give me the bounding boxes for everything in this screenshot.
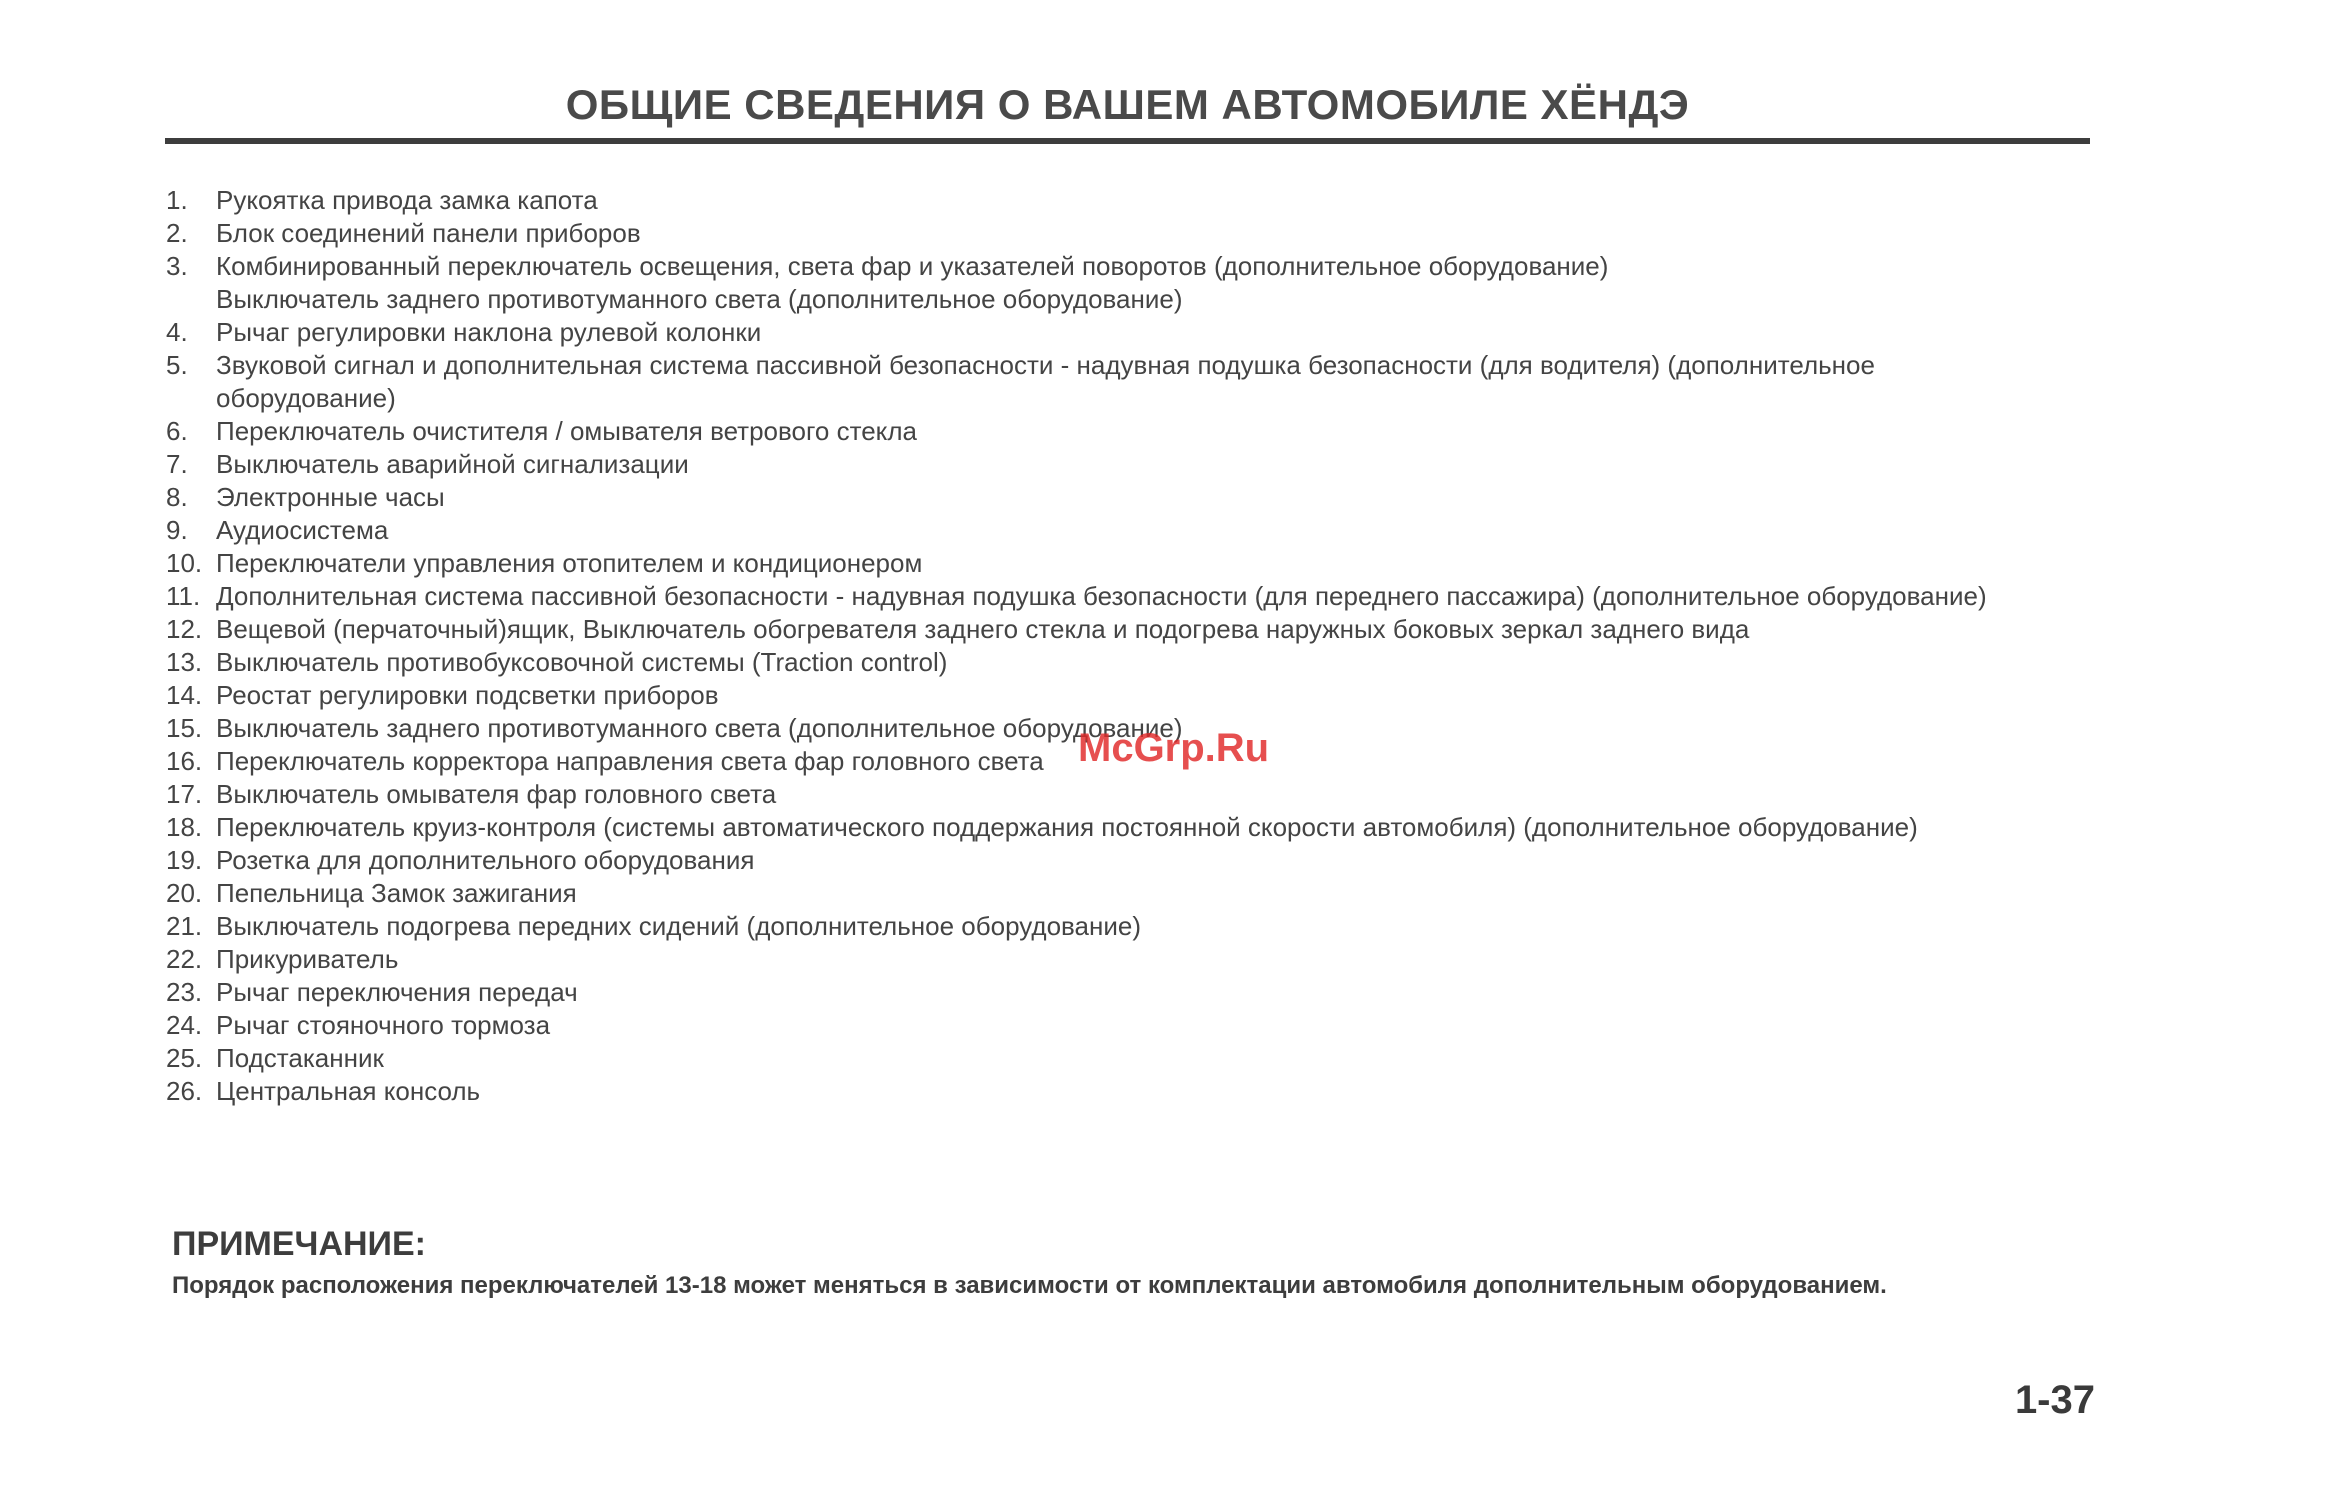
note-block (172, 1224, 2032, 1302)
list-item-extra-text: Выключатель заднего противотуманного света (дополнительное оборудование) (216, 284, 1183, 314)
list-item (166, 250, 2046, 316)
list-item-text (216, 613, 2046, 646)
list-item-text (216, 976, 2046, 1009)
list-item-text (216, 448, 2046, 481)
list-item-text (216, 547, 2046, 580)
list-item (166, 844, 2046, 877)
list-item-text (216, 481, 2046, 514)
list-item-number: 11. (166, 581, 201, 611)
list-item (166, 778, 2046, 811)
list-item-text (216, 646, 2046, 679)
list-item-number: 17. (166, 779, 203, 809)
list-item (166, 811, 2046, 844)
list-item (166, 1075, 2046, 1108)
list-item (166, 976, 2046, 1009)
list-item-number: 22. (166, 944, 203, 974)
page-number: 1-37 (2014, 1378, 2095, 1422)
list-item (166, 316, 2046, 349)
list-item-main-text: Рычаг регулировки наклона рулевой колонки (216, 317, 762, 347)
list-item-text (216, 217, 2046, 250)
list-item (166, 1042, 2046, 1075)
list-item-text (216, 943, 2046, 976)
list-item-main-text: Выключатель заднего противотуманного света (дополнительное оборудование) (216, 713, 1183, 743)
list-item (166, 514, 2046, 547)
list-item-main-text: Реостат регулировки подсветки приборов (216, 680, 719, 710)
list-item-number: 15. (166, 713, 203, 743)
note-text: Порядок расположения переключателей 13-18 может меняться в зависимости от комплектации автомобиля дополнительным оборудованием. (172, 1272, 1887, 1299)
list-item-main-text: Вещевой (перчаточный)ящик, Выключатель обогревателя заднего стекла и подогрева наружных боковых зеркал заднего вида (216, 614, 1750, 644)
list-item-main-text: Выключатель аварийной сигнализации (216, 449, 689, 479)
list-item-main-text: Звуковой сигнал и дополнительная система пассивной безопасности - надувная подушка безопасности (для водителя) (дополнительное оборудование) (216, 350, 1875, 413)
list-item-number: 2. (166, 218, 188, 248)
list-item-number: 1. (166, 185, 188, 215)
list-item-text (216, 811, 2046, 844)
list-item (166, 679, 2046, 712)
list-item-number: 21. (166, 911, 203, 941)
list-item-main-text: Пепельница Замок зажигания (216, 878, 577, 908)
list-item-text (216, 514, 2046, 547)
list-item-number: 6. (166, 416, 188, 446)
list-item-main-text: Центральная консоль (216, 1076, 481, 1106)
list-item-number: 7. (166, 449, 188, 479)
list-item-text (216, 1042, 2046, 1075)
list-item-text (216, 580, 2046, 613)
list-item-text (216, 1009, 2046, 1042)
list-item-number: 10. (166, 548, 203, 578)
list-item (166, 217, 2046, 250)
list-item-number: 26. (166, 1076, 203, 1106)
list-item-main-text: Рукоятка привода замка капота (216, 185, 598, 215)
list-item-main-text: Аудиосистема (216, 515, 389, 545)
list-item-number: 19. (166, 845, 203, 875)
list-item-number: 5. (166, 350, 188, 380)
list-item-main-text: Прикуриватель (216, 944, 399, 974)
list-item-main-text: Выключатель подогрева передних сидений (дополнительное оборудование) (216, 911, 1142, 941)
list-item-number: 8. (166, 482, 188, 512)
list-item-main-text: Подстаканник (216, 1043, 384, 1073)
list-item (166, 547, 2046, 580)
title-rule (165, 138, 2090, 144)
list-item-text (216, 184, 2046, 217)
list-item-text (216, 415, 2046, 448)
list-item (166, 943, 2046, 976)
list-item-text (216, 349, 2046, 415)
list-item (166, 415, 2046, 448)
list-item-main-text: Блок соединений панели приборов (216, 218, 641, 248)
list-item-text (216, 1075, 2046, 1108)
list-item-main-text: Переключатель круиз-контроля (системы автоматического поддержания постоянной скорости автомобиля) (дополнительное оборудование) (216, 812, 1918, 842)
list-item-number: 23. (166, 977, 203, 1007)
list-item-number: 9. (166, 515, 188, 545)
list-item-number: 20. (166, 878, 203, 908)
list-item-main-text: Выключатель омывателя фар головного света (216, 779, 777, 809)
list-item (166, 481, 2046, 514)
list-item-number: 25. (166, 1043, 203, 1073)
page-title: ОБЩИЕ СВЕДЕНИЯ О ВАШЕМ АВТОМОБИЛЕ ХЁНДЭ (565, 81, 1690, 128)
list-item-main-text: Переключатель очистителя / омывателя ветрового стекла (216, 416, 917, 446)
list-item-main-text: Комбинированный переключатель освещения, света фар и указателей поворотов (дополнительное оборудование) (216, 251, 1609, 281)
page-header (165, 80, 2090, 144)
list-item (166, 448, 2046, 481)
list-item-text (216, 910, 2046, 943)
list-item (166, 580, 2046, 613)
list-item (166, 184, 2046, 217)
list-item-number: 18. (166, 812, 203, 842)
list-item (166, 613, 2046, 646)
list-item-number: 4. (166, 317, 188, 347)
list-item (166, 349, 2046, 415)
list-item-main-text: Переключатель корректора направления света фар головного света (216, 746, 1044, 776)
list-item-number: 12. (166, 614, 203, 644)
list-item-text (216, 250, 2046, 316)
list-item-main-text: Рычаг стояночного тормоза (216, 1010, 551, 1040)
list-item (166, 877, 2046, 910)
list-item-text (216, 877, 2046, 910)
list-item-number: 16. (166, 746, 203, 776)
note-heading: ПРИМЕЧАНИЕ: (172, 1225, 426, 1263)
list-item (166, 910, 2046, 943)
list-item-main-text: Розетка для дополнительного оборудования (216, 845, 755, 875)
list-item-main-text: Электронные часы (216, 482, 445, 512)
list-item-number: 24. (166, 1010, 203, 1040)
list-item-text (216, 679, 2046, 712)
legend-list (166, 184, 2046, 1108)
list-item-main-text: Переключатели управления отопителем и кондиционером (216, 548, 923, 578)
list-item-number: 3. (166, 251, 188, 281)
list-item (166, 646, 2046, 679)
list-item-main-text: Дополнительная система пассивной безопасности - надувная подушка безопасности (для переднего пассажира) (дополнительное оборудование) (216, 581, 1987, 611)
list-item (166, 1009, 2046, 1042)
watermark: McGrp.Ru (1078, 726, 1270, 770)
list-item-number: 14. (166, 680, 203, 710)
list-item-text (216, 316, 2046, 349)
list-item-main-text: Выключатель противобуксовочной системы (Traction control) (216, 647, 948, 677)
list-item-number: 13. (166, 647, 203, 677)
list-item-main-text: Рычаг переключения передач (216, 977, 578, 1007)
list-item-text (216, 778, 2046, 811)
list-item-text (216, 844, 2046, 877)
